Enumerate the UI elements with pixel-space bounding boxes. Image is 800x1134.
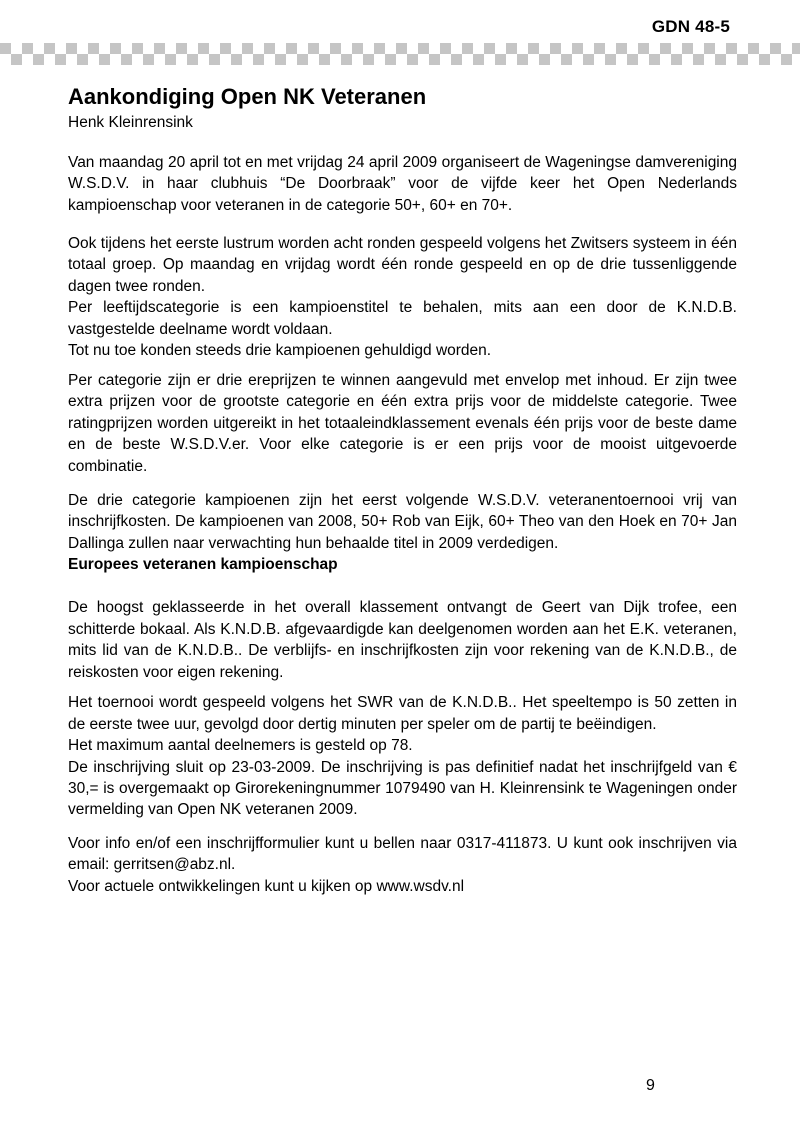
paragraph-rules-registration	[68, 692, 737, 820]
page-number: 9	[646, 1077, 655, 1094]
checkerboard-band	[0, 43, 800, 65]
paragraph-contact	[68, 833, 737, 897]
article-author: Henk Kleinrensink	[68, 114, 193, 131]
paragraph-text: Het toernooi wordt gespeeld volgens het SWR van de K.N.D.B.. Het speeltempo is 50 zetten in de eerste twee uur, gevolgd door dertig minuten per speler om de partij te beëindigen.	[68, 694, 737, 733]
article-body	[68, 152, 737, 897]
paragraph-text: Per leeftijdscategorie is een kampioenstitel te behalen, mits aan een door de K.N.D.B. vastgestelde deelname wordt voldaan.	[68, 299, 737, 338]
paragraph-text: Ook tijdens het eerste lustrum worden acht ronden gespeeld volgens het Zwitsers systeem in één totaal groep. Op maandag en vrijdag wordt één ronde gespeeld en op de drie tussenliggende dagen twee ronden.	[68, 235, 737, 295]
section-heading-european-championship: Europees veteranen kampioenschap	[68, 556, 338, 574]
paragraph-intro	[68, 152, 737, 216]
paragraph-text: De drie categorie kampioenen zijn het eerst volgende W.S.D.V. veteranentoernooi vrij van inschrijfkosten. De kampioenen van 2008, 50+ Rob van Eijk, 60+ Theo van den Hoek en 70+ Jan Dallinga zullen naar verwachting hun behaalde titel in 2009 verdedigen.	[68, 492, 737, 552]
paragraph-text: Tot nu toe konden steeds drie kampioenen gehuldigd worden.	[68, 342, 492, 360]
paragraph-text: De inschrijving sluit op 23-03-2009. De inschrijving is pas definitief nadat het inschrijfgeld van € 30,= is overgemaakt op Girorekeningnummer 1079490 van H. Kleinrensink te Wageningen onder vermelding van Open NK veteranen 2009.	[68, 758, 737, 819]
paragraph-tournament-format	[68, 233, 737, 361]
paragraph-text: Van maandag 20 april tot en met vrijdag 24 april 2009 organiseert de Wageningse damvereniging W.S.D.V. in haar clubhuis “De Doorbraak” voor de vijfde keer het Open Nederlands kampioenschap voor veteranen in de categorie 50+, 60+ en 70+.	[68, 154, 737, 214]
article-title: Aankondiging Open NK Veteranen	[68, 84, 427, 109]
issue-label: GDN 48-5	[651, 17, 730, 36]
paragraph-text: Voor info en/of een inschrijfformulier kunt u bellen naar 0317-411873. U kunt ook inschrijven via email: gerritsen@abz.nl.	[68, 834, 737, 874]
paragraph-text: Per categorie zijn er drie ereprijzen te winnen aangevuld met envelop met inhoud. Er zijn twee extra prijzen voor de grootste categorie en één extra prijs voor de middelste categorie. Twee ratingprijzen worden uitgereikt in het totaaleindklassement evenals één prijs voor de beste dame en de beste W.S.D.V.er. Voor elke categorie is er een prijs voor de mooist uitgevoerde combinatie.	[68, 372, 737, 475]
paragraph-prizes	[68, 370, 737, 477]
paragraph-text: Voor actuele ontwikkelingen kunt u kijken op www.wsdv.nl	[68, 877, 465, 895]
paragraph-trophy	[68, 597, 737, 683]
paragraph-text: Het maximum aantal deelnemers is gesteld op 78.	[68, 737, 413, 755]
paragraph-champions	[68, 490, 737, 554]
paragraph-text: De hoogst geklasseerde in het overall klassement ontvangt de Geert van Dijk trofee, een schitterde bokaal. Als K.N.D.B. afgevaardigde kan deelgenomen worden aan het E.K. veteranen, mits lid van de K.N.D.B.. De verblijfs- en inschrijfkosten zijn voor rekening van de K.N.D.B., de reiskosten voor eigen rekening.	[68, 599, 737, 681]
